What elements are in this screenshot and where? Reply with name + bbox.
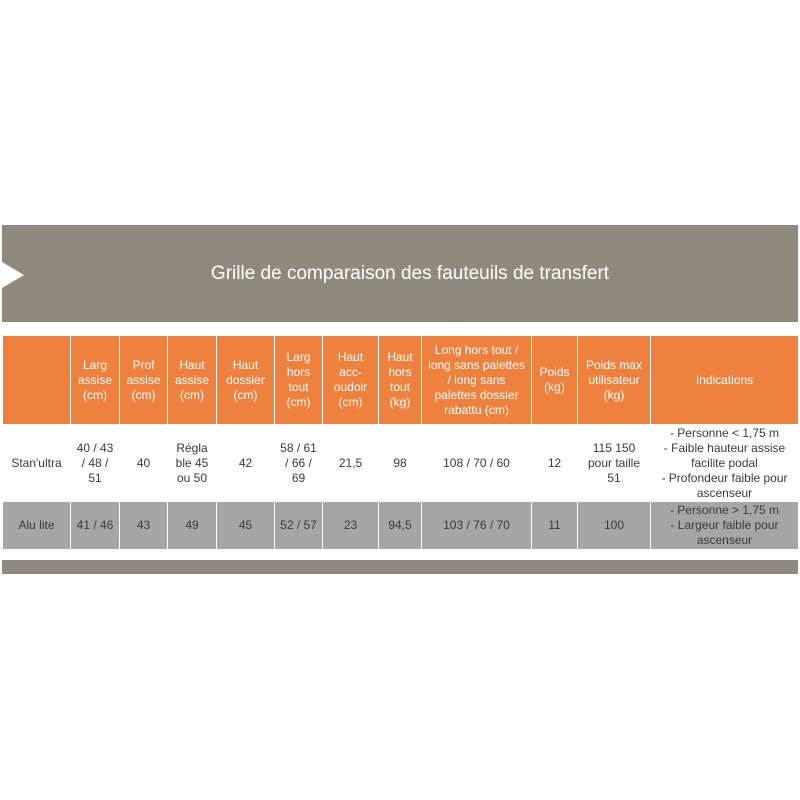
title-banner [2, 225, 798, 322]
table-cell: 41 / 46 [71, 502, 120, 550]
header-cell: Poids max utilisateur (kg) [578, 336, 651, 425]
table-cell: 21,5 [323, 425, 379, 502]
comparison-table [2, 335, 799, 550]
table-cell: 52 / 57 [275, 502, 323, 550]
table-cell: 115 150 pour taille 51 [578, 425, 651, 502]
indication-line: - Largeur faible pour ascenseur [670, 518, 779, 547]
header-cell: Prof assise (cm) [120, 336, 168, 425]
header-cell: Indications [651, 336, 799, 425]
page-title: Grille de comparaison des fauteuils de transfert [210, 263, 610, 284]
header-row [3, 336, 799, 425]
header-cell: Larg assise (cm) [71, 336, 120, 425]
table-cell: 42 [217, 425, 275, 502]
table-cell: 58 / 61 / 66 / 69 [275, 425, 323, 502]
header-cell: Larg hors tout (cm) [275, 336, 323, 425]
indications-cell [651, 425, 799, 502]
table-cell: 103 / 76 / 70 [422, 502, 532, 550]
table-cell: 11 [532, 502, 578, 550]
table-cell: Régla ble 45 ou 50 [168, 425, 217, 502]
header-cell: Haut assise (cm) [168, 336, 217, 425]
indication-line: - Personne < 1,75 m [669, 425, 780, 440]
header-cell: Haut acc-oudoir (cm) [323, 336, 379, 425]
table-cell: 40 / 43 / 48 / 51 [71, 425, 120, 502]
indication-line: - Faible hauteur assise facilite podal [663, 440, 786, 470]
table-cell: 100 [578, 502, 651, 550]
header-cell [3, 336, 71, 425]
table-cell: 43 [120, 502, 168, 550]
indications-cell [651, 502, 799, 550]
row-name: Stan'ultra [3, 425, 71, 502]
table-cell: 45 [217, 502, 275, 550]
header-cell: Long hors tout / long sans palettes / long sans palettes dossier rabattu (cm) [422, 336, 532, 425]
table-cell: 108 / 70 / 60 [422, 425, 532, 502]
table-row [3, 502, 799, 550]
header-cell: Haut dossier (cm) [217, 336, 275, 425]
table-cell: 23 [323, 502, 379, 550]
table-cell: 98 [379, 425, 422, 502]
header-cell: Poids (kg) [532, 336, 578, 425]
header-cell: Haut hors tout (kg) [379, 336, 422, 425]
footer-bar [2, 560, 798, 574]
table-cell: 94,5 [379, 502, 422, 550]
row-name: Alu lite [3, 502, 71, 550]
table-cell: 12 [532, 425, 578, 502]
table-cell: 40 [120, 425, 168, 502]
table-cell: 49 [168, 502, 217, 550]
indication-line: - Personne > 1,75 m [669, 503, 780, 517]
indication-line: - Profondeur faible pour ascenseur [661, 470, 788, 500]
table-row [3, 425, 799, 502]
